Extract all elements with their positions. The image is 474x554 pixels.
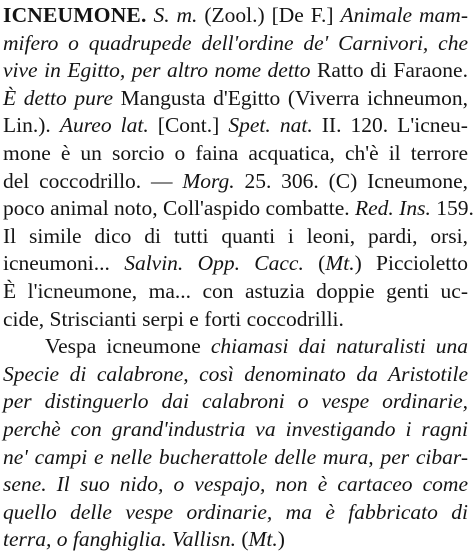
entry-line-3 xyxy=(3,57,468,85)
text-run: [Cont.] xyxy=(148,113,229,138)
italic-text: ne' campi e nelle bucherattole delle mura, per cibar- xyxy=(3,444,468,469)
italic-text: Spet. nat. xyxy=(228,113,313,138)
sense2-line-3 xyxy=(3,388,468,416)
text-run: icneumoni... xyxy=(3,251,125,276)
sense2-line-2 xyxy=(3,361,468,389)
text-run: ) Picciolettо xyxy=(354,251,468,276)
text-run: Mangusta d'Egitto (Viverra ichneumon, xyxy=(113,85,469,110)
italic-text: perchè con grand'industria va investigando i ragni xyxy=(3,416,468,441)
sense2-line-5 xyxy=(3,444,468,472)
text-run: poco animal noto, Coll'aspido combatte. xyxy=(3,196,355,221)
italic-text: Red. Ins. xyxy=(355,196,431,221)
text-run: Vespa icneumone xyxy=(45,334,211,359)
text-run: (Zool.) [De F.] xyxy=(197,3,341,27)
entry-line-5 xyxy=(3,112,468,140)
sense2-line-1 xyxy=(3,333,468,361)
entry-line-11 xyxy=(3,278,468,306)
entry-icneumone xyxy=(3,2,474,333)
entry-line-1 xyxy=(3,2,468,30)
italic-text: Mt. xyxy=(325,251,355,276)
sense-vespa-icneumone xyxy=(3,333,468,554)
text-run: ) xyxy=(277,527,285,552)
italic-text: per distinguerlo dai calabroni o vespe ordinarie, xyxy=(3,389,468,414)
italic-text: Vallisn. xyxy=(172,527,236,552)
italic-text: quello delle vespe ordinarie, ma è fabbricato di xyxy=(3,499,468,524)
entry-line-4 xyxy=(3,85,468,113)
sense2-line-8 xyxy=(3,526,468,554)
text-run: II. 120. L'icneu- xyxy=(312,113,468,138)
italic-text: Morg. xyxy=(182,168,235,193)
entry-line-10 xyxy=(3,250,468,278)
text-run: Ratto di Faraone. xyxy=(310,58,468,83)
sense2-line-7 xyxy=(3,499,468,527)
headword: ICNEUMONE. xyxy=(3,3,147,27)
text-run: ( xyxy=(303,251,326,276)
entry-line-2 xyxy=(3,30,468,58)
text-run: 159. xyxy=(430,196,474,221)
entry-line-12 xyxy=(3,306,468,334)
entry-line-9 xyxy=(3,223,468,251)
italic-text: vive in Egitto, per altro nome detto xyxy=(3,58,311,83)
text-run: Lin.). xyxy=(3,113,60,138)
sense2-line-4 xyxy=(3,416,468,444)
italic-text: S. m. xyxy=(153,3,198,27)
entry-line-6 xyxy=(3,140,468,168)
entry-line-7 xyxy=(3,168,468,196)
text-run: mone è un sorcio o faina acquatica, ch'è il terrore xyxy=(3,140,468,165)
text-run: ( xyxy=(235,527,249,552)
italic-text: È detto pure xyxy=(3,85,114,110)
italic-text: Specie di calabrone, così denominato da Aristotile xyxy=(3,361,468,386)
italic-text: Animale mam- xyxy=(340,3,468,27)
entry-line-8 xyxy=(3,195,474,223)
italic-text: sene. Il suo nido, o vespajo, non è cartaceo come xyxy=(3,472,468,497)
text-run: È l'icneumone, ma... con astuzia doppie genti uc- xyxy=(3,278,468,303)
text-run: Il simile dico di tutti quanti i leoni, pardi, orsi, xyxy=(3,223,468,248)
sense2-line-6 xyxy=(3,471,468,499)
italic-text: terra, o fanghiglia. xyxy=(3,527,167,552)
text-run: cide, Striscianti serpi e forti coccodrilli. xyxy=(3,306,344,331)
italic-text: Salvin. Opp. Cacc. xyxy=(124,251,304,276)
italic-text: Mt. xyxy=(248,527,278,552)
italic-text: mifero o quadrupede dell'ordine de' Carnivori, che xyxy=(3,30,468,55)
italic-text: Aureo lat. xyxy=(59,113,149,138)
italic-text: chiamasi dai naturalisti una xyxy=(210,334,469,359)
text-run: del coccodrillo. — xyxy=(3,168,183,193)
text-run: 25. 306. (C) Icneumone, xyxy=(234,168,468,193)
